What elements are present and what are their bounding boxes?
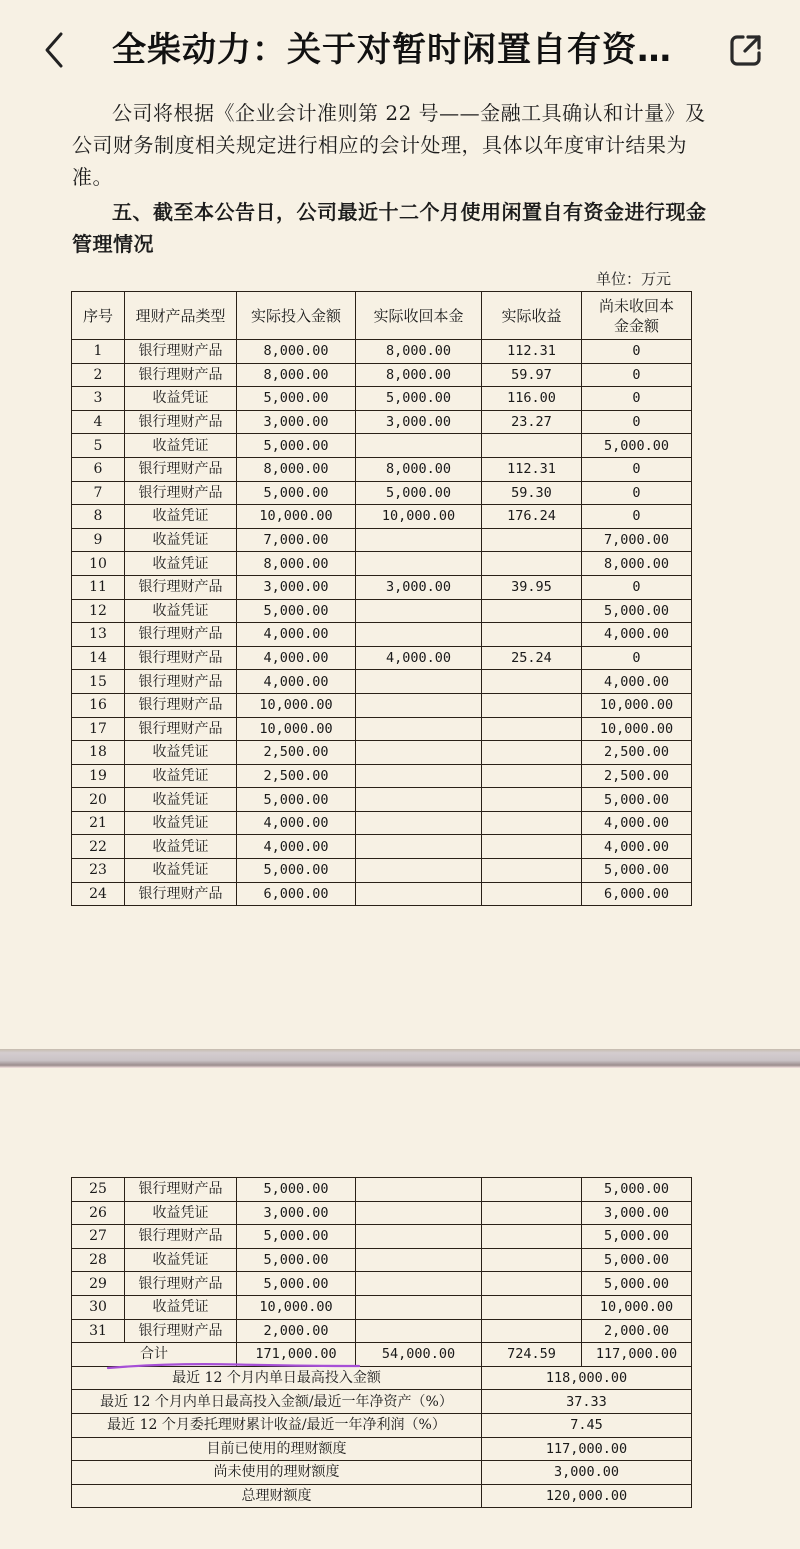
row-index: 10 [72, 552, 125, 576]
outstanding-principal: 0 [582, 457, 692, 481]
summary-row [72, 1461, 692, 1485]
actual-income [482, 741, 582, 765]
table-row [72, 1248, 692, 1272]
outstanding-principal: 0 [582, 340, 692, 364]
outstanding-principal: 5,000.00 [582, 434, 692, 458]
recovered-principal: 3,000.00 [356, 410, 482, 434]
invested-amount: 4,000.00 [237, 670, 356, 694]
summary-row [72, 1390, 692, 1414]
row-index: 11 [72, 575, 125, 599]
summary-value: 117,000.00 [482, 1437, 692, 1461]
invested-amount: 5,000.00 [237, 788, 356, 812]
recovered-principal [356, 552, 482, 576]
outstanding-principal: 0 [582, 363, 692, 387]
outstanding-principal: 0 [582, 481, 692, 505]
table-row [72, 1225, 692, 1249]
invested-amount: 2,500.00 [237, 764, 356, 788]
table-row [72, 528, 692, 552]
invested-amount: 5,000.00 [237, 481, 356, 505]
invested-amount: 7,000.00 [237, 528, 356, 552]
invested-amount: 5,000.00 [237, 1225, 356, 1249]
actual-income: 112.31 [482, 457, 582, 481]
column-header: 实际收回本金 [356, 292, 482, 340]
table-row [72, 1201, 692, 1225]
invested-amount: 4,000.00 [237, 811, 356, 835]
recovered-principal [356, 835, 482, 859]
table-row [72, 387, 692, 411]
product-type: 收益凭证 [125, 741, 237, 765]
row-index: 7 [72, 481, 125, 505]
invested-amount: 5,000.00 [237, 1272, 356, 1296]
outstanding-principal: 4,000.00 [582, 835, 692, 859]
recovered-principal [356, 1295, 482, 1319]
recovered-principal [356, 764, 482, 788]
table-row [72, 552, 692, 576]
table-row [72, 1178, 692, 1202]
column-header: 理财产品类型 [125, 292, 237, 340]
row-index: 30 [72, 1295, 125, 1319]
table-row [72, 363, 692, 387]
row-index: 3 [72, 387, 125, 411]
actual-income: 39.95 [482, 575, 582, 599]
actual-income: 112.31 [482, 340, 582, 364]
outstanding-principal: 5,000.00 [582, 1248, 692, 1272]
invested-amount: 5,000.00 [237, 1178, 356, 1202]
actual-income: 23.27 [482, 410, 582, 434]
invested-amount: 8,000.00 [237, 457, 356, 481]
row-index: 4 [72, 410, 125, 434]
table-header-row [72, 292, 692, 340]
summary-label: 最近 12 个月内单日最高投入金额 [72, 1366, 482, 1390]
recovered-principal [356, 1248, 482, 1272]
product-type: 银行理财产品 [125, 481, 237, 505]
invested-amount: 8,000.00 [237, 363, 356, 387]
table-row [72, 457, 692, 481]
cash-management-table [71, 291, 692, 906]
actual-income [482, 1225, 582, 1249]
actual-income [482, 552, 582, 576]
outstanding-principal: 4,000.00 [582, 623, 692, 647]
recovered-principal: 4,000.00 [356, 646, 482, 670]
product-type: 银行理财产品 [125, 623, 237, 647]
row-index: 29 [72, 1272, 125, 1296]
invested-amount: 8,000.00 [237, 340, 356, 364]
invested-amount: 3,000.00 [237, 1201, 356, 1225]
actual-income [482, 811, 582, 835]
total-outstanding: 117,000.00 [582, 1343, 692, 1367]
outstanding-principal: 5,000.00 [582, 859, 692, 883]
recovered-principal [356, 1178, 482, 1202]
cash-management-table-continued [71, 1177, 692, 1508]
chevron-left-icon [42, 31, 66, 69]
row-index: 2 [72, 363, 125, 387]
table-row [72, 764, 692, 788]
summary-value: 3,000.00 [482, 1461, 692, 1485]
product-type: 银行理财产品 [125, 363, 237, 387]
row-index: 24 [72, 882, 125, 906]
product-type: 银行理财产品 [125, 575, 237, 599]
recovered-principal [356, 623, 482, 647]
column-header: 实际投入金额 [237, 292, 356, 340]
actual-income [482, 1248, 582, 1272]
actual-income [482, 882, 582, 906]
invested-amount: 10,000.00 [237, 505, 356, 529]
share-button[interactable] [726, 30, 766, 70]
row-index: 19 [72, 764, 125, 788]
product-type: 收益凭证 [125, 387, 237, 411]
summary-label: 最近 12 个月委托理财累计收益/最近一年净利润（%） [72, 1413, 482, 1437]
product-type: 收益凭证 [125, 811, 237, 835]
recovered-principal [356, 859, 482, 883]
outstanding-principal: 0 [582, 505, 692, 529]
table-row [72, 1272, 692, 1296]
product-type: 银行理财产品 [125, 1225, 237, 1249]
invested-amount: 3,000.00 [237, 410, 356, 434]
recovered-principal [356, 528, 482, 552]
product-type: 收益凭证 [125, 859, 237, 883]
product-type: 收益凭证 [125, 434, 237, 458]
product-type: 银行理财产品 [125, 693, 237, 717]
product-type: 银行理财产品 [125, 1178, 237, 1202]
actual-income: 59.97 [482, 363, 582, 387]
product-type: 收益凭证 [125, 1295, 237, 1319]
product-type: 银行理财产品 [125, 1272, 237, 1296]
outstanding-principal: 4,000.00 [582, 670, 692, 694]
actual-income [482, 1295, 582, 1319]
share-external-icon [729, 33, 763, 67]
outstanding-principal: 0 [582, 387, 692, 411]
recovered-principal [356, 882, 482, 906]
column-header: 实际收益 [482, 292, 582, 340]
invested-amount: 4,000.00 [237, 623, 356, 647]
outstanding-principal: 8,000.00 [582, 552, 692, 576]
row-index: 18 [72, 741, 125, 765]
section-heading: 五、截至本公告日，公司最近十二个月使用闲置自有资金进行现金管理情况 [72, 200, 707, 256]
actual-income [482, 717, 582, 741]
outstanding-principal: 0 [582, 575, 692, 599]
product-type: 银行理财产品 [125, 646, 237, 670]
outstanding-principal: 2,500.00 [582, 741, 692, 765]
product-type: 银行理财产品 [125, 1319, 237, 1343]
product-type: 银行理财产品 [125, 457, 237, 481]
actual-income [482, 623, 582, 647]
table-row [72, 693, 692, 717]
recovered-principal [356, 670, 482, 694]
invested-amount: 4,000.00 [237, 646, 356, 670]
row-index: 31 [72, 1319, 125, 1343]
column-header: 序号 [72, 292, 125, 340]
outstanding-principal: 5,000.00 [582, 1178, 692, 1202]
table-row [72, 882, 692, 906]
recovered-principal: 8,000.00 [356, 340, 482, 364]
actual-income [482, 528, 582, 552]
table-row [72, 811, 692, 835]
summary-value: 118,000.00 [482, 1366, 692, 1390]
accounting-paragraph: 公司将根据《企业会计准则第 22 号——金融工具确认和计量》及公司财务制度相关规定进行相应的会计处理，具体以年度审计结果为准。 [72, 101, 706, 189]
actual-income: 176.24 [482, 505, 582, 529]
table-row [72, 1319, 692, 1343]
page-title: 全柴动力：关于对暂时闲置自有资… [112, 30, 672, 70]
invested-amount: 5,000.00 [237, 1248, 356, 1272]
back-button[interactable] [36, 28, 72, 72]
outstanding-principal: 5,000.00 [582, 599, 692, 623]
summary-value: 7.45 [482, 1413, 692, 1437]
row-index: 5 [72, 434, 125, 458]
summary-label: 总理财额度 [72, 1484, 482, 1508]
product-type: 收益凭证 [125, 1201, 237, 1225]
row-index: 16 [72, 693, 125, 717]
outstanding-principal: 0 [582, 410, 692, 434]
row-index: 25 [72, 1178, 125, 1202]
table-row [72, 410, 692, 434]
outstanding-principal: 3,000.00 [582, 1201, 692, 1225]
total-label: 合计 [72, 1343, 237, 1367]
actual-income [482, 693, 582, 717]
recovered-principal [356, 599, 482, 623]
recovered-principal [356, 1319, 482, 1343]
table-row [72, 434, 692, 458]
table-row [72, 481, 692, 505]
invested-amount: 5,000.00 [237, 387, 356, 411]
product-type: 银行理财产品 [125, 410, 237, 434]
actual-income [482, 1319, 582, 1343]
invested-amount: 10,000.00 [237, 717, 356, 741]
table-row [72, 575, 692, 599]
row-index: 28 [72, 1248, 125, 1272]
recovered-principal: 8,000.00 [356, 363, 482, 387]
actual-income [482, 1201, 582, 1225]
row-index: 1 [72, 340, 125, 364]
invested-amount: 6,000.00 [237, 882, 356, 906]
recovered-principal [356, 434, 482, 458]
row-index: 22 [72, 835, 125, 859]
recovered-principal [356, 811, 482, 835]
invested-amount: 4,000.00 [237, 835, 356, 859]
table-row [72, 788, 692, 812]
page-divider [0, 1049, 800, 1068]
invested-amount: 10,000.00 [237, 1295, 356, 1319]
outstanding-principal: 6,000.00 [582, 882, 692, 906]
recovered-principal: 3,000.00 [356, 575, 482, 599]
actual-income [482, 1272, 582, 1296]
invested-amount: 5,000.00 [237, 434, 356, 458]
outstanding-principal: 5,000.00 [582, 788, 692, 812]
row-index: 9 [72, 528, 125, 552]
table-row [72, 717, 692, 741]
actual-income [482, 434, 582, 458]
product-type: 收益凭证 [125, 764, 237, 788]
total-recovered: 54,000.00 [356, 1343, 482, 1367]
product-type: 收益凭证 [125, 552, 237, 576]
actual-income: 116.00 [482, 387, 582, 411]
invested-amount: 3,000.00 [237, 575, 356, 599]
outstanding-principal: 2,000.00 [582, 1319, 692, 1343]
top-bar [0, 0, 800, 100]
summary-row [72, 1413, 692, 1437]
table-row [72, 859, 692, 883]
product-type: 银行理财产品 [125, 717, 237, 741]
summary-value: 120,000.00 [482, 1484, 692, 1508]
table-row [72, 670, 692, 694]
table-row [72, 741, 692, 765]
unit-label: 单位：万元 [596, 270, 672, 288]
summary-value: 37.33 [482, 1390, 692, 1414]
recovered-principal: 5,000.00 [356, 387, 482, 411]
invested-amount: 5,000.00 [237, 859, 356, 883]
product-type: 收益凭证 [125, 835, 237, 859]
recovered-principal [356, 741, 482, 765]
table-row [72, 646, 692, 670]
row-index: 27 [72, 1225, 125, 1249]
actual-income [482, 599, 582, 623]
invested-amount: 2,500.00 [237, 741, 356, 765]
table-row [72, 1295, 692, 1319]
actual-income [482, 835, 582, 859]
summary-label: 最近 12 个月内单日最高投入金额/最近一年净资产（%） [72, 1390, 482, 1414]
outstanding-principal: 0 [582, 646, 692, 670]
actual-income: 25.24 [482, 646, 582, 670]
invested-amount: 2,000.00 [237, 1319, 356, 1343]
row-index: 26 [72, 1201, 125, 1225]
row-index: 17 [72, 717, 125, 741]
table-row [72, 835, 692, 859]
product-type: 银行理财产品 [125, 670, 237, 694]
outstanding-principal: 5,000.00 [582, 1272, 692, 1296]
invested-amount: 10,000.00 [237, 693, 356, 717]
product-type: 收益凭证 [125, 599, 237, 623]
recovered-principal [356, 1201, 482, 1225]
outstanding-principal: 10,000.00 [582, 693, 692, 717]
actual-income: 59.30 [482, 481, 582, 505]
row-index: 12 [72, 599, 125, 623]
summary-label: 尚未使用的理财额度 [72, 1461, 482, 1485]
total-invested: 171,000.00 [237, 1343, 356, 1367]
summary-label: 目前已使用的理财额度 [72, 1437, 482, 1461]
product-type: 收益凭证 [125, 528, 237, 552]
product-type: 银行理财产品 [125, 340, 237, 364]
table-row [72, 340, 692, 364]
row-index: 6 [72, 457, 125, 481]
actual-income [482, 859, 582, 883]
outstanding-principal: 5,000.00 [582, 1225, 692, 1249]
recovered-principal [356, 788, 482, 812]
table-row [72, 623, 692, 647]
actual-income [482, 788, 582, 812]
total-income: 724.59 [482, 1343, 582, 1367]
actual-income [482, 670, 582, 694]
row-index: 14 [72, 646, 125, 670]
handwritten-underline-annotation [106, 1362, 361, 1370]
outstanding-principal: 2,500.00 [582, 764, 692, 788]
outstanding-principal: 10,000.00 [582, 1295, 692, 1319]
table-row [72, 505, 692, 529]
product-type: 银行理财产品 [125, 882, 237, 906]
recovered-principal [356, 717, 482, 741]
product-type: 收益凭证 [125, 505, 237, 529]
recovered-principal [356, 1225, 482, 1249]
row-index: 20 [72, 788, 125, 812]
invested-amount: 8,000.00 [237, 552, 356, 576]
invested-amount: 5,000.00 [237, 599, 356, 623]
recovered-principal: 5,000.00 [356, 481, 482, 505]
actual-income [482, 764, 582, 788]
recovered-principal: 10,000.00 [356, 505, 482, 529]
row-index: 21 [72, 811, 125, 835]
actual-income [482, 1178, 582, 1202]
recovered-principal [356, 693, 482, 717]
product-type: 收益凭证 [125, 788, 237, 812]
recovered-principal: 8,000.00 [356, 457, 482, 481]
row-index: 8 [72, 505, 125, 529]
outstanding-principal: 4,000.00 [582, 811, 692, 835]
row-index: 15 [72, 670, 125, 694]
recovered-principal [356, 1272, 482, 1296]
table-row [72, 599, 692, 623]
column-header: 尚未收回本金金额 [582, 292, 692, 340]
row-index: 13 [72, 623, 125, 647]
row-index: 23 [72, 859, 125, 883]
summary-row [72, 1437, 692, 1461]
product-type: 收益凭证 [125, 1248, 237, 1272]
outstanding-principal: 10,000.00 [582, 717, 692, 741]
summary-row [72, 1484, 692, 1508]
outstanding-principal: 7,000.00 [582, 528, 692, 552]
